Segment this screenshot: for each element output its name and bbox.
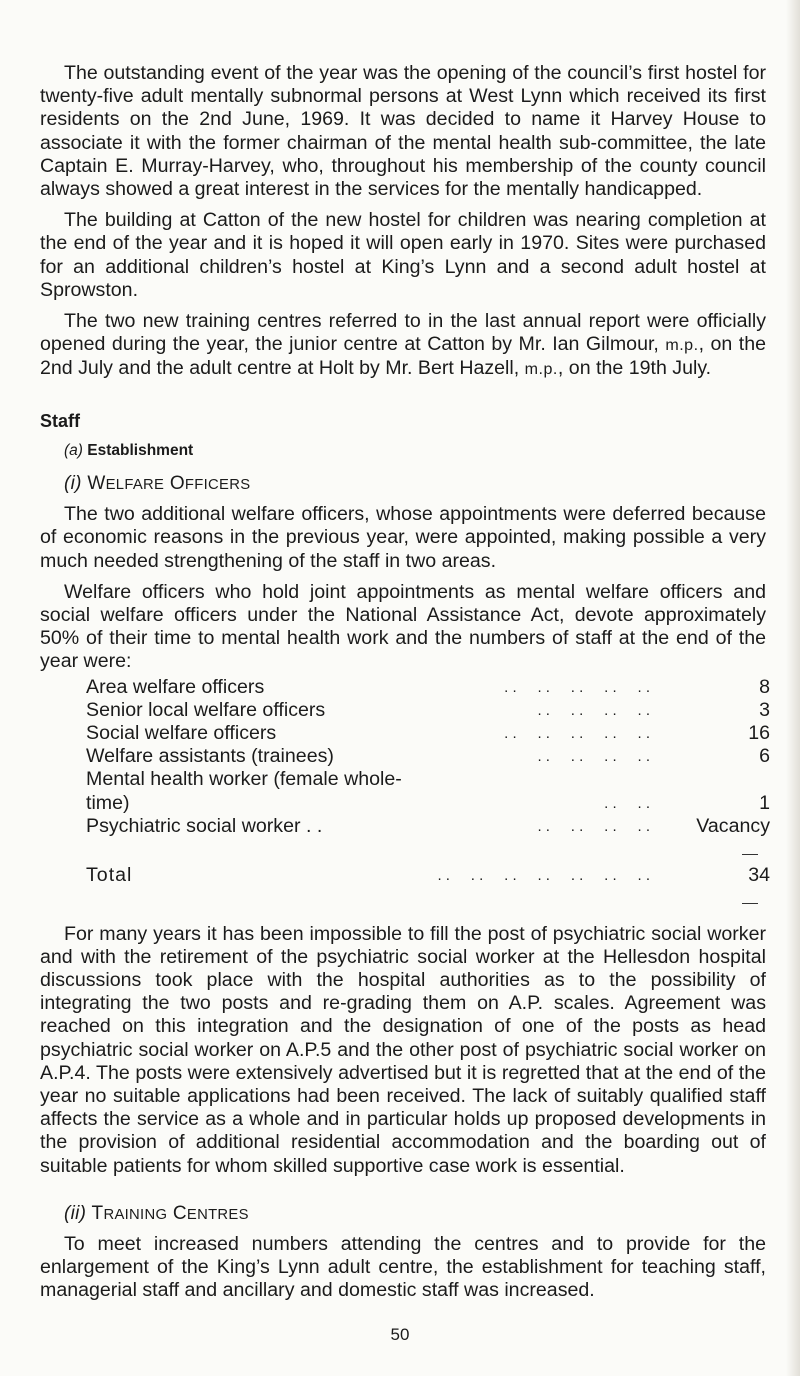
paragraph-training-centres-staff: To meet increased numbers attending the centres and to provide for the enlargement of the King’s Lynn adult centre, the establishment for teaching staff, managerial staff and ancillary and domestic staff was increased. xyxy=(40,1232,766,1302)
mp-abbrev-2: m.p. xyxy=(524,360,558,379)
establishment-text: Establishment xyxy=(87,441,194,459)
staff-row-value: 8 xyxy=(759,675,770,698)
total-value: 34 xyxy=(748,864,770,887)
total-label: Total xyxy=(86,864,133,887)
paragraph-harvey-house: The outstanding event of the year was the opening of the council’s first hostel for twenty-five adult mentally subnormal persons at West Lynn which received its first residents on the 2nd June, 1969. It was decided to name it Harvey House to associate it with the former chairman of the mental health sub-committee, the late Captain E. Murray-Harvey, who, throughout his membership of the county council always showed a great interest in the services for the mentally handicapped. xyxy=(40,62,766,201)
paragraph-joint-appointments: Welfare officers who hold joint appointments as mental welfare officers and social welfare officers under the National Assistance Act, devote approximately 50% of their time to mental health work and the numbers of staff at the end of the year were: xyxy=(40,580,766,673)
section-ii-word-2: CENTRES xyxy=(172,1202,249,1224)
mp-abbrev-1: m.p. xyxy=(665,336,699,355)
staff-row-leader-dots: . . . . . . . . . . xyxy=(504,725,650,743)
staff-row-value: Vacancy xyxy=(696,814,770,837)
staff-row-label: Area welfare officers xyxy=(86,675,265,698)
staff-table-row xyxy=(86,745,770,768)
staff-row-leader-dots: . . . . . . . . . . xyxy=(504,678,650,696)
staff-row-value: 16 xyxy=(748,722,770,745)
staff-row-label: Mental health worker (female whole-time) xyxy=(86,768,402,814)
total-rule-above xyxy=(86,838,770,861)
staff-row-value: 1 xyxy=(759,791,770,814)
section-i-number: (i) xyxy=(64,473,82,495)
total-leader-dots: . . . . . . . . . . . . . . xyxy=(437,867,650,885)
staff-table-row xyxy=(86,815,770,838)
paragraph-additional-welfare-officers: The two additional welfare officers, whose appointments were deferred because of economic reasons in the previous year, were appointed, making possible a very much needed strengthening of the staff in two areas. xyxy=(40,503,766,572)
paragraph-training-centres-opened xyxy=(40,310,766,382)
paragraph-psychiatric-social-worker: For many years it has been impossible to fill the post of psychiatric social worker and with the retirement of the psychiatric social worker at the Hellesdon hospital discussions took place with the hospital authorities as to the possibility of integrating the two posts and re-grading them on A.P. scales. Agreement was reached on this integration and the designation of one of the posts as head psychiatric social worker on A.P.5 and the other post of psychiatric social worker on A.P.4. The posts were extensively advertised but it is regretted that at the end of the year no suitable applications had been received. The lack of suitably qualified staff affects the service as a whole and in particular holds up proposed developments in the provision of additional residential accommodation and the boarding out of suitable patients for whom skilled supportive case work is essential. xyxy=(40,922,766,1177)
staff-row-value: 3 xyxy=(759,698,770,721)
establishment-subheading xyxy=(64,439,766,462)
section-welfare-officers-title xyxy=(64,472,766,497)
staff-total-row xyxy=(86,861,770,887)
section-i-word-2: OFFICERS xyxy=(169,473,251,495)
staff-row-leader-dots: . . . . . . . . xyxy=(537,701,650,719)
staff-row-label: Psychiatric social worker . . xyxy=(86,814,323,837)
section-training-centres-title xyxy=(64,1202,766,1227)
establishment-label: (a) xyxy=(64,441,83,459)
page-number: 50 xyxy=(390,1325,410,1344)
staff-heading: Staff xyxy=(40,410,80,431)
staff-row-value: 6 xyxy=(759,745,770,768)
staff-table-row xyxy=(86,699,770,722)
staff-table-row xyxy=(86,768,770,814)
centres-text-2: , on the 2nd July and the adult centre at Holt by Mr. Bert Hazell, xyxy=(40,333,766,380)
staff-row-leader-dots: . . . . . . . . xyxy=(537,748,650,766)
staff-row-leader-dots: . . . . xyxy=(604,794,650,812)
staff-row-label: Senior local welfare officers xyxy=(86,698,326,721)
section-ii-word-1: TRAINING xyxy=(91,1202,168,1224)
paragraph-catton-hostel: The building at Catton of the new hostel for children was nearing completion at the end of the year and it is hoped it will open early in 1970. Sites were purchased for an additional children’s hostel at King’s Lynn and a second adult hostel at Sprowston. xyxy=(40,209,766,301)
staff-row-label: Social welfare officers xyxy=(86,722,277,745)
section-ii-number: (ii) xyxy=(64,1202,87,1224)
staff-table-row xyxy=(86,676,770,699)
staff-table-row xyxy=(86,722,770,745)
total-rule-below xyxy=(86,887,770,910)
document-page xyxy=(40,62,770,1303)
staff-numbers-table xyxy=(86,676,770,911)
staff-row-leader-dots: . . . . . . . . xyxy=(537,817,650,835)
page-edge-shadow xyxy=(786,0,800,1376)
centres-text-3: , on the 19th July. xyxy=(557,357,712,380)
centres-text-1: The two new training centres referred to in the last annual report were officially opened during the year, the junior centre at Catton by Mr. Ian Gilmour, xyxy=(40,310,766,356)
section-i-word-1: WELFARE xyxy=(87,473,165,495)
staff-row-label: Welfare assistants (trainees) xyxy=(86,745,334,768)
